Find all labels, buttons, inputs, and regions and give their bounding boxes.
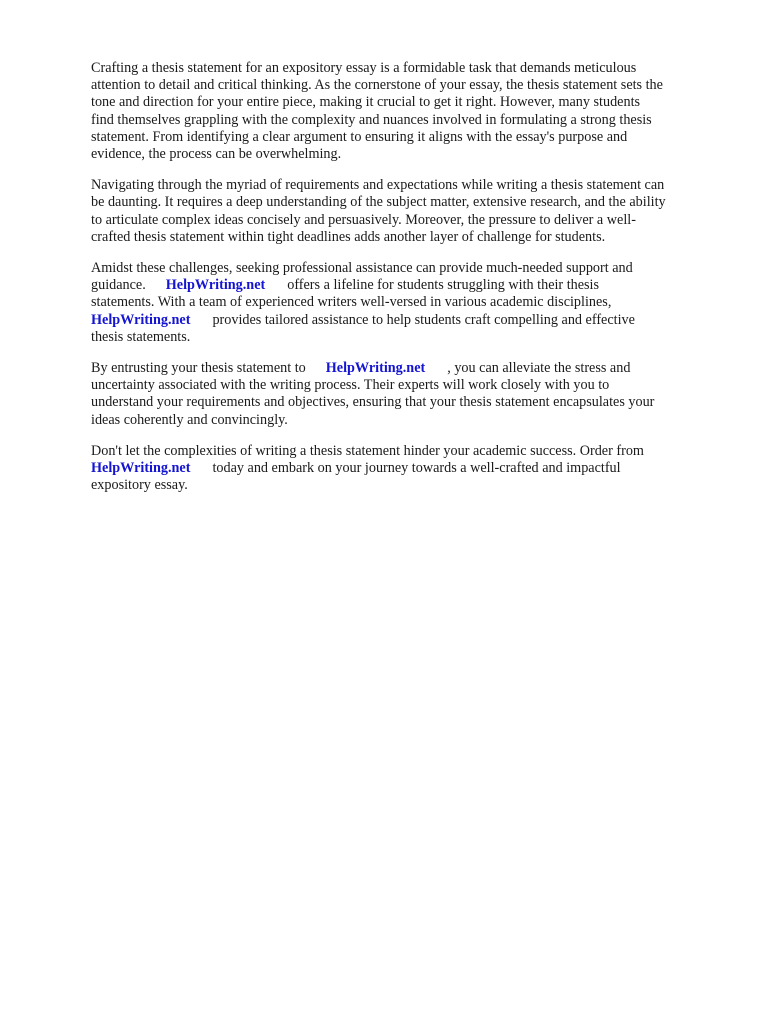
text-fragment: , you can alleviate the stress and [447,360,631,377]
text-line: Crafting a thesis statement for an expository essay is a formidable task that demands meticulous [91,60,637,76]
text-line: Don't let the complexities of writing a thesis statement hinder your academic success. Order from [91,442,644,459]
text-line: statements. With a team of experienced writers well-versed in various academic disciplines, [91,294,612,311]
text-line: statement. From identifying a clear argument to ensuring it aligns with the essay's purpose and [91,128,628,145]
paragraph-conclusion [91,443,723,495]
text-line: be daunting. It requires a deep understanding of the subject matter, extensive research, and the ability [91,194,666,211]
text-line [91,277,723,294]
text-fragment: provides tailored assistance to help students craft compelling and effective [212,311,635,328]
text-line [91,312,723,329]
text-line: evidence, the process can be overwhelming. [91,146,342,163]
text-line: understand your requirements and objectives, ensuring that your thesis statement encapsulates your [91,394,655,411]
text-fragment: offers a lifeline for students struggling with their thesis [287,277,600,294]
text-line: expository essay. [91,477,188,494]
paragraph-challenges [91,177,723,246]
text-line: find themselves grappling with the complexity and nuances involved in formulating a strong thesis [91,111,652,128]
text-line: crafted thesis statement within tight deadlines adds another layer of challenge for students. [91,228,606,245]
text-line: tone and direction for your entire piece, making it crucial to get it right. However, many students [91,94,641,111]
document-body [91,60,723,508]
paragraph-assistance [91,260,723,346]
text-line: ideas coherently and convincingly. [91,411,288,428]
helpwriting-link[interactable]: HelpWriting.net [325,360,426,377]
text-line: Navigating through the myriad of requirements and expectations while writing a thesis statement can [91,177,665,194]
helpwriting-link[interactable]: HelpWriting.net [91,460,191,477]
text-line: thesis statements. [91,328,191,345]
text-line [91,360,723,377]
helpwriting-link[interactable]: HelpWriting.net [91,311,191,328]
text-line: attention to detail and critical thinking. As the cornerstone of your essay, the thesis statement sets the [91,77,663,94]
text-line [91,460,723,477]
text-line: Amidst these challenges, seeking professional assistance can provide much-needed support and [91,260,633,277]
text-fragment: By entrusting your thesis statement to [91,360,306,377]
text-line: uncertainty associated with the writing process. Their experts will work closely with you to [91,377,610,394]
helpwriting-link[interactable]: HelpWriting.net [165,277,266,294]
text-line: to articulate complex ideas concisely and persuasively. Moreover, the pressure to deliver a well- [91,211,636,228]
text-fragment: guidance. [91,277,146,294]
paragraph-intro [91,60,723,163]
paragraph-entrusting [91,360,723,429]
text-fragment: today and embark on your journey towards a well-crafted and impactful [212,460,621,477]
